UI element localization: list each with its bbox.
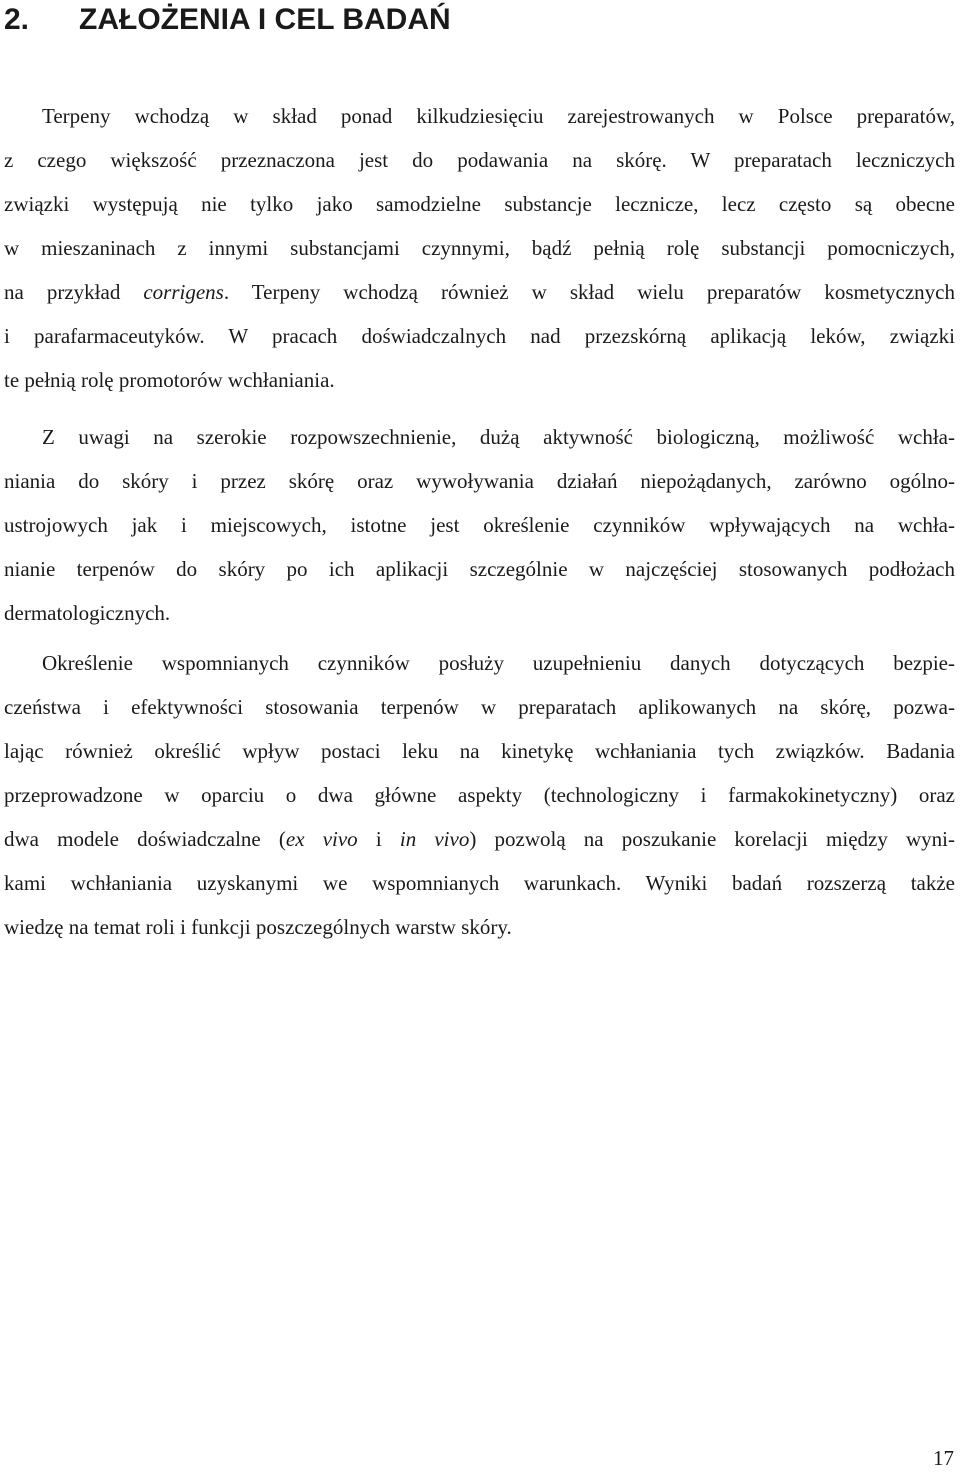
text-segment: związki występują nie tylko jako samodzielne substancje lecznicze, lecz często są obecne — [4, 192, 955, 216]
text-segment: na przykład — [4, 280, 144, 304]
text-line — [4, 905, 955, 949]
text-segment: i — [357, 827, 400, 851]
text-line — [4, 685, 955, 729]
text-segment: niania do skóry i przez skórę oraz wywoływania działań niepożądanych, zarówno ogólno- — [4, 469, 955, 493]
text-segment: kami wchłaniania uzyskanymi we wspomnianych warunkach. Wyniki badań rozszerzą także — [4, 871, 955, 895]
text-segment: Z uwagi na szerokie rozpowszechnienie, dużą aktywność biologiczną, możliwość wchła- — [42, 425, 955, 449]
paragraph-1 — [4, 94, 955, 402]
text-line — [4, 861, 955, 905]
text-line — [4, 503, 955, 547]
text-segment: dermatologicznych. — [4, 601, 171, 625]
page-number: 17 — [933, 1446, 954, 1470]
italic-term: ex vivo — [285, 827, 358, 851]
text-segment: Terpeny wchodzą w skład ponad kilkudziesięciu zarejestrowanych w Polsce preparatów, — [42, 104, 955, 128]
text-segment: lając również określić wpływ postaci leku na kinetykę wchłaniania tych związków. Badania — [4, 739, 955, 763]
text-line — [4, 94, 955, 138]
text-segment: w mieszaninach z innymi substancjami czynnymi, bądź pełnią rolę substancji pomocniczych, — [4, 236, 955, 260]
text-segment: Określenie wspomnianych czynników posłuży uzupełnieniu danych dotyczących bezpie- — [42, 651, 955, 675]
section-heading — [4, 0, 451, 40]
text-line — [4, 226, 955, 270]
text-segment: czeństwa i efektywności stosowania terpenów w preparatach aplikowanych na skórę, pozwa- — [4, 695, 955, 719]
text-segment: te pełnią rolę promotorów wchłaniania. — [4, 368, 335, 392]
text-line — [4, 314, 955, 358]
text-line — [4, 641, 955, 685]
italic-term: in vivo — [399, 827, 470, 851]
text-segment: dwa modele doświadczalne ( — [4, 827, 286, 851]
text-line — [4, 459, 955, 503]
text-line — [4, 729, 955, 773]
section-title: ZAŁOŻENIA I CEL BADAŃ — [79, 3, 451, 36]
text-line — [4, 415, 955, 459]
text-segment: nianie terpenów do skóry po ich aplikacji szczególnie w najczęściej stosowanych podłożach — [4, 557, 955, 581]
text-line — [4, 817, 955, 861]
text-segment: przeprowadzone w oparciu o dwa główne aspekty (technologiczny i farmakokinetyczny) oraz — [4, 783, 955, 807]
text-line — [4, 773, 955, 817]
text-line — [4, 547, 955, 591]
paragraph-3 — [4, 641, 955, 949]
text-line — [4, 270, 955, 314]
section-number: 2. — [4, 3, 30, 36]
text-segment: i parafarmaceutyków. W pracach doświadczalnych nad przezskórną aplikacją leków, związki — [4, 324, 955, 348]
text-line — [4, 138, 955, 182]
text-line — [4, 358, 955, 402]
text-segment: wiedzę na temat roli i funkcji poszczególnych warstw skóry. — [4, 915, 512, 939]
text-segment: . Terpeny wchodzą również w skład wielu preparatów kosmetycznych — [223, 280, 955, 304]
text-line — [4, 591, 955, 635]
text-segment: ) pozwolą na poszukanie korelacji między wyni- — [469, 827, 956, 851]
italic-term: corrigens — [143, 280, 224, 304]
text-segment: ustrojowych jak i miejscowych, istotne jest określenie czynników wpływających na wchła- — [4, 513, 955, 537]
text-line — [4, 182, 955, 226]
paragraph-2 — [4, 415, 955, 635]
text-segment: z czego większość przeznaczona jest do podawania na skórę. W preparatach leczniczych — [4, 148, 955, 172]
